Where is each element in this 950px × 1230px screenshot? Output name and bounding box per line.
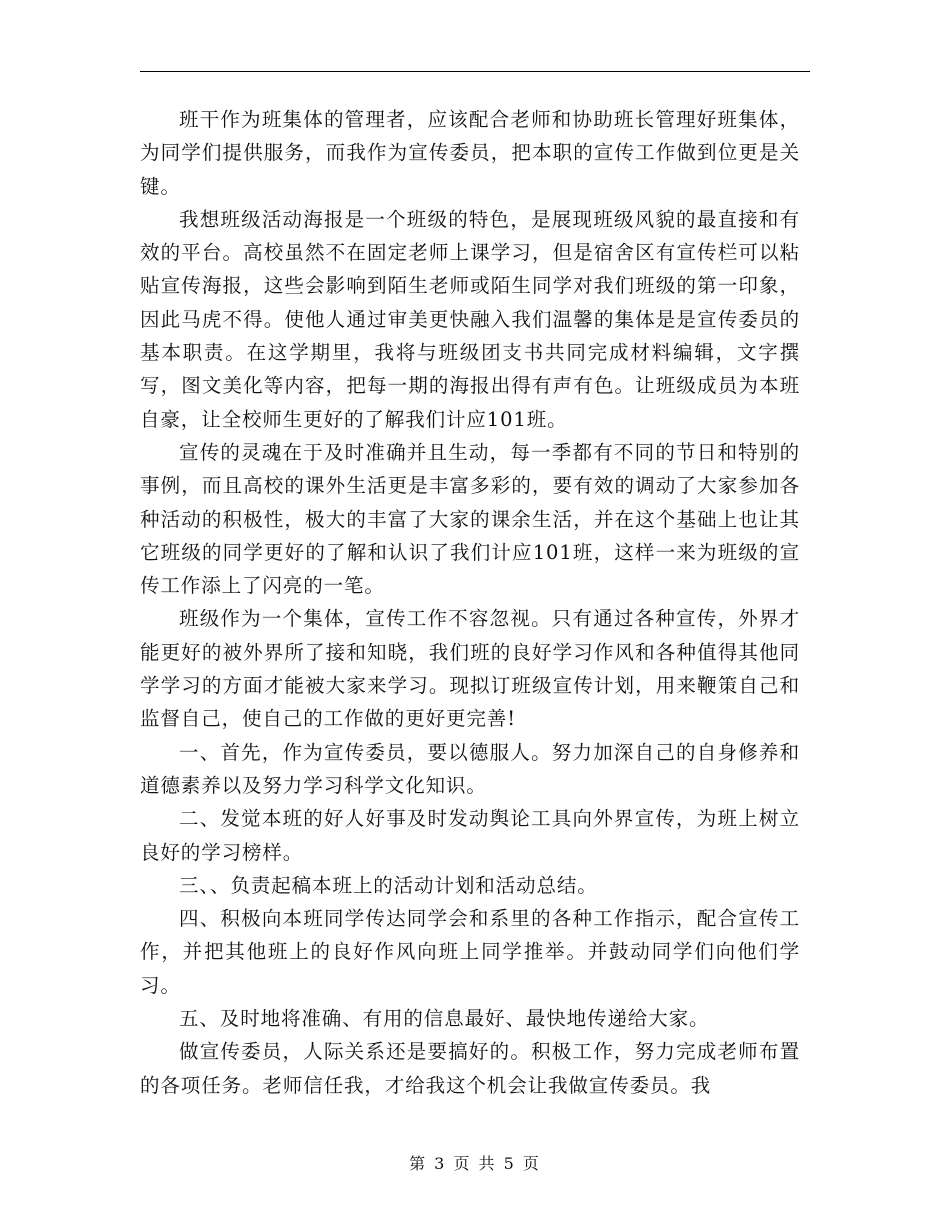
paragraph-5: 一、首先，作为宣传委员，要以德服人。努力加深自己的自身修养和道德素养以及努力学习科学文化知识。 bbox=[140, 740, 800, 797]
paragraph-3: 宣传的灵魂在于及时准确并且生动，每一季都有不同的节日和特别的事例，而且高校的课外生活更是丰富多彩的，要有效的调动了大家参加各种活动的积极性，极大的丰富了大家的课余生活，并在这个基础上也让其它班级的同学更好的了解和认识了我们计应101班，这样一来为班级的宣传工作添上了闪亮的一笔。 bbox=[140, 440, 800, 598]
header-rule bbox=[140, 71, 810, 72]
paragraph-10: 做宣传委员，人际关系还是要搞好的。积极工作，努力完成老师布置的各项任务。老师信任我，才给我这个机会让我做宣传委员。我 bbox=[140, 1040, 800, 1097]
paragraph-7: 三、、负责起稿本班上的活动计划和活动总结。 bbox=[179, 873, 598, 897]
paragraph-8: 四、积极向本班同学传达同学会和系里的各种工作指示，配合宣传工作，并把其他班上的良好作风向班上同学推举。并鼓动同学们向他们学习。 bbox=[140, 907, 800, 997]
paragraph-6: 二、发觉本班的好人好事及时发动舆论工具向外界宣传，为班上树立良好的学习榜样。 bbox=[140, 807, 800, 864]
body-text bbox=[140, 103, 800, 1102]
paragraph-2: 我想班级活动海报是一个班级的特色，是展现班级风貌的最直接和有效的平台。高校虽然不在固定老师上课学习，但是宿舍区有宣传栏可以粘贴宣传海报，这些会影响到陌生老师或陌生同学对我们班级的第一印象，因此马虎不得。使他人通过审美更快融入我们温馨的集体是是宣传委员的基本职责。在这学期里，我将与班级团支书共同完成材料编辑，文字撰写，图文美化等内容，把每一期的海报出得有声有色。让班级成员为本班自豪，让全校师生更好的了解我们计应101班。 bbox=[140, 207, 800, 431]
page-number-footer: 第 3 页 共 5 页 bbox=[409, 1154, 541, 1173]
paragraph-4: 班级作为一个集体，宣传工作不容忽视。只有通过各种宣传，外界才能更好的被外界所了接和知晓，我们班的良好学习作风和各种值得其他同学学习的方面才能被大家来学习。现拟订班级宣传计划，用来鞭策自己和监督自己，使自己的工作做的更好更完善! bbox=[140, 607, 800, 731]
paragraph-1: 班干作为班集体的管理者，应该配合老师和协助班长管理好班集体，为同学们提供服务，而我作为宣传委员，把本职的宣传工作做到位更是关键。 bbox=[140, 108, 800, 198]
paragraph-9: 五、及时地将准确、有用的信息最好、最快地传递给大家。 bbox=[179, 1007, 710, 1031]
